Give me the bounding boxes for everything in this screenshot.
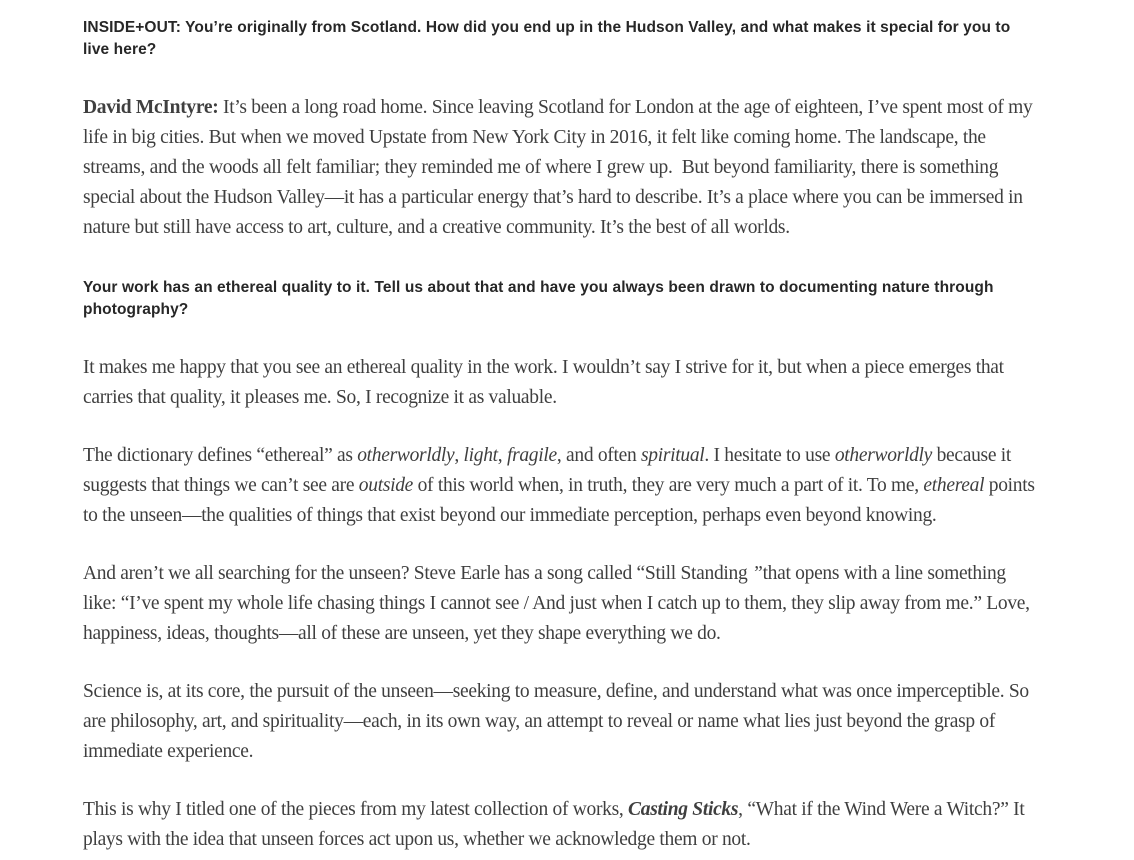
text-run: outside — [358, 475, 414, 496]
text-run: fragile — [506, 445, 557, 466]
text-run: Casting Sticks — [628, 799, 739, 820]
text-run: of this world when, in truth, they are very much a part of it. To me, — [413, 475, 924, 496]
text-run: Your work has an ethereal quality to it. Tell us about that and have you always been drawn to documenting nature through photography? — [83, 279, 998, 318]
text-run: spiritual — [640, 445, 705, 466]
text-run: ethereal — [923, 475, 985, 496]
text-run: otherworldly — [357, 445, 455, 466]
text-run: light — [463, 445, 498, 466]
question-heading — [83, 277, 1040, 320]
text-run: . I hesitate to use — [704, 445, 835, 466]
answer-paragraph — [83, 677, 1040, 767]
text-run: , — [497, 445, 507, 466]
answer-paragraph — [83, 93, 1040, 243]
text-run: The dictionary defines “ethereal” as — [83, 445, 358, 466]
answer-paragraph — [83, 353, 1040, 413]
text-run: And aren’t we all searching for the unseen? Steve Earle has a song called “Still Standing — [83, 563, 748, 584]
text-run: It’s been a long road home. Since leaving Scotland for London at the age of eighteen, I’ve spent most of my life in big cities. But when we moved Upstate from New York City in 2016, it felt like coming home. The landscape, the streams, and the woods all felt familiar; they reminded me of where I grew up. But beyond familiarity, there is something special about the Hudson Valley—it has a particular energy that’s hard to describe. It’s a place where you can be immersed in nature but still have access to art, culture, and a creative community. It’s the best of all worlds. — [83, 97, 1037, 238]
text-run: This is why I titled one of the pieces from my latest collection of works, — [83, 799, 629, 820]
text-run: ” — [747, 563, 763, 584]
text-run: that opens with a line something like: “I’ve spent my whole life chasing things I cannot see / And just when I catch up to them, they slip away from me.” Love, happiness, ideas, thoughts—all of these are unseen, yet they shape everything we do. — [83, 563, 1035, 644]
text-run: points to the unseen—the qualities of things that exist beyond our immediate perception, perhaps even beyond knowing. — [83, 475, 1040, 526]
answer-paragraph — [83, 559, 1040, 649]
question-heading — [83, 17, 1040, 60]
text-run: INSIDE+OUT: You’re originally from Scotland. How did you end up in the Hudson Valley, and what makes it special for you to live here? — [83, 19, 1015, 58]
text-run: It makes me happy that you see an ethereal quality in the work. I wouldn’t say I strive for it, but when a piece emerges that carries that quality, it pleases me. So, I recognize it as valuable. — [83, 357, 1009, 408]
text-run: , “What if the Wind Were a Witch?” It plays with the idea that unseen forces act upon us, whether we acknowledge them or not. — [83, 799, 1030, 850]
text-run: otherworldly — [834, 445, 933, 466]
answer-paragraph — [83, 441, 1040, 531]
text-run: Science is, at its core, the pursuit of the unseen—seeking to measure, define, and understand what was once imperceptible. So are philosophy, art, and spirituality—each, in its own way, an attempt to reveal or name what lies just beyond the grasp of immediate experience. — [83, 681, 1034, 762]
text-run: David McIntyre: — [83, 97, 219, 118]
text-run: , — [454, 445, 464, 466]
answer-paragraph — [83, 795, 1040, 855]
text-run: because it suggests that things we can’t see are — [83, 445, 1016, 496]
text-run: , and often — [556, 445, 641, 466]
